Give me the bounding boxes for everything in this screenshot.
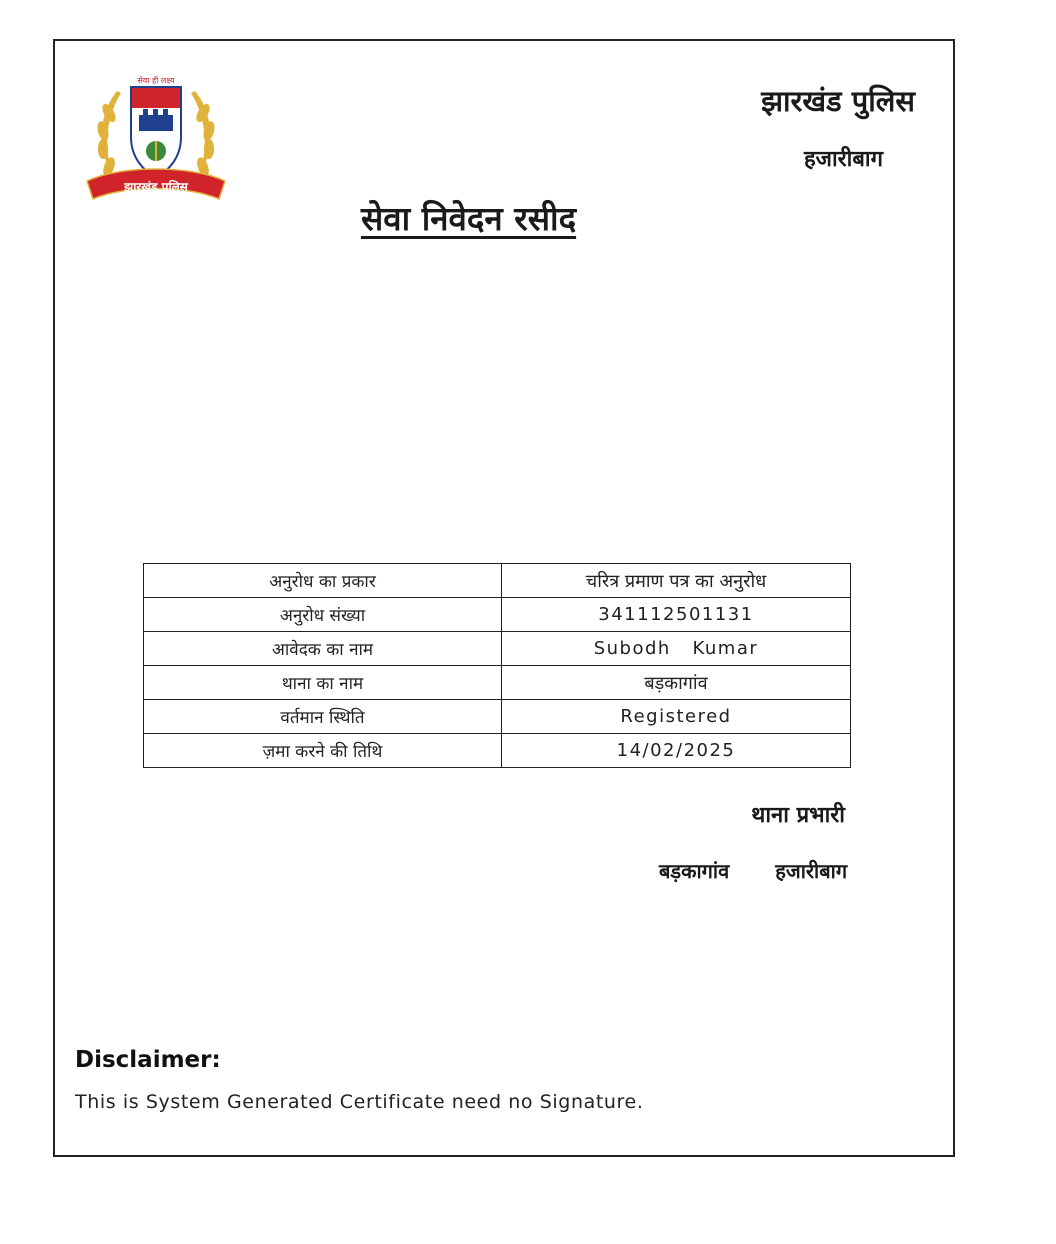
signatory-station: बड़कागांव <box>659 859 730 883</box>
organization-name: झारखंड पुलिस <box>761 84 915 118</box>
row-label: ज़मा करने की तिथि <box>144 734 502 768</box>
table-row <box>144 700 851 734</box>
svg-text:सेवा ही लक्ष्य: सेवा ही लक्ष्य <box>137 76 175 85</box>
row-value: 341112501131 <box>502 598 851 632</box>
organization-district: हजारीबाग <box>803 147 883 172</box>
row-value: चरित्र प्रमाण पत्र का अनुरोध <box>502 564 851 598</box>
jharkhand-police-emblem-icon <box>81 73 231 213</box>
row-value: Subodh Kumar <box>502 632 851 666</box>
table-row <box>144 632 851 666</box>
signatory-location <box>659 857 847 884</box>
disclaimer-heading: Disclaimer: <box>75 1047 221 1073</box>
table-row <box>144 666 851 700</box>
table-row <box>144 564 851 598</box>
row-value: Registered <box>502 700 851 734</box>
table-row <box>144 598 851 632</box>
signatory-title: थाना प्रभारी <box>751 803 845 828</box>
row-value: बड़कागांव <box>502 666 851 700</box>
signatory-district: हजारीबाग <box>775 859 848 883</box>
receipt-page <box>53 39 955 1157</box>
row-label: अनुरोध का प्रकार <box>144 564 502 598</box>
row-label: आवेदक का नाम <box>144 632 502 666</box>
table-row <box>144 734 851 768</box>
request-details-table <box>143 563 851 768</box>
row-label: वर्तमान स्थिति <box>144 700 502 734</box>
row-label: थाना का नाम <box>144 666 502 700</box>
page-title: सेवा निवेदन रसीद <box>361 199 577 238</box>
svg-text:झारखंड पुलिस: झारखंड पुलिस <box>124 180 188 194</box>
disclaimer-text: This is System Generated Certificate need no Signature. <box>75 1091 644 1113</box>
row-value: 14/02/2025 <box>502 734 851 768</box>
row-label: अनुरोध संख्या <box>144 598 502 632</box>
